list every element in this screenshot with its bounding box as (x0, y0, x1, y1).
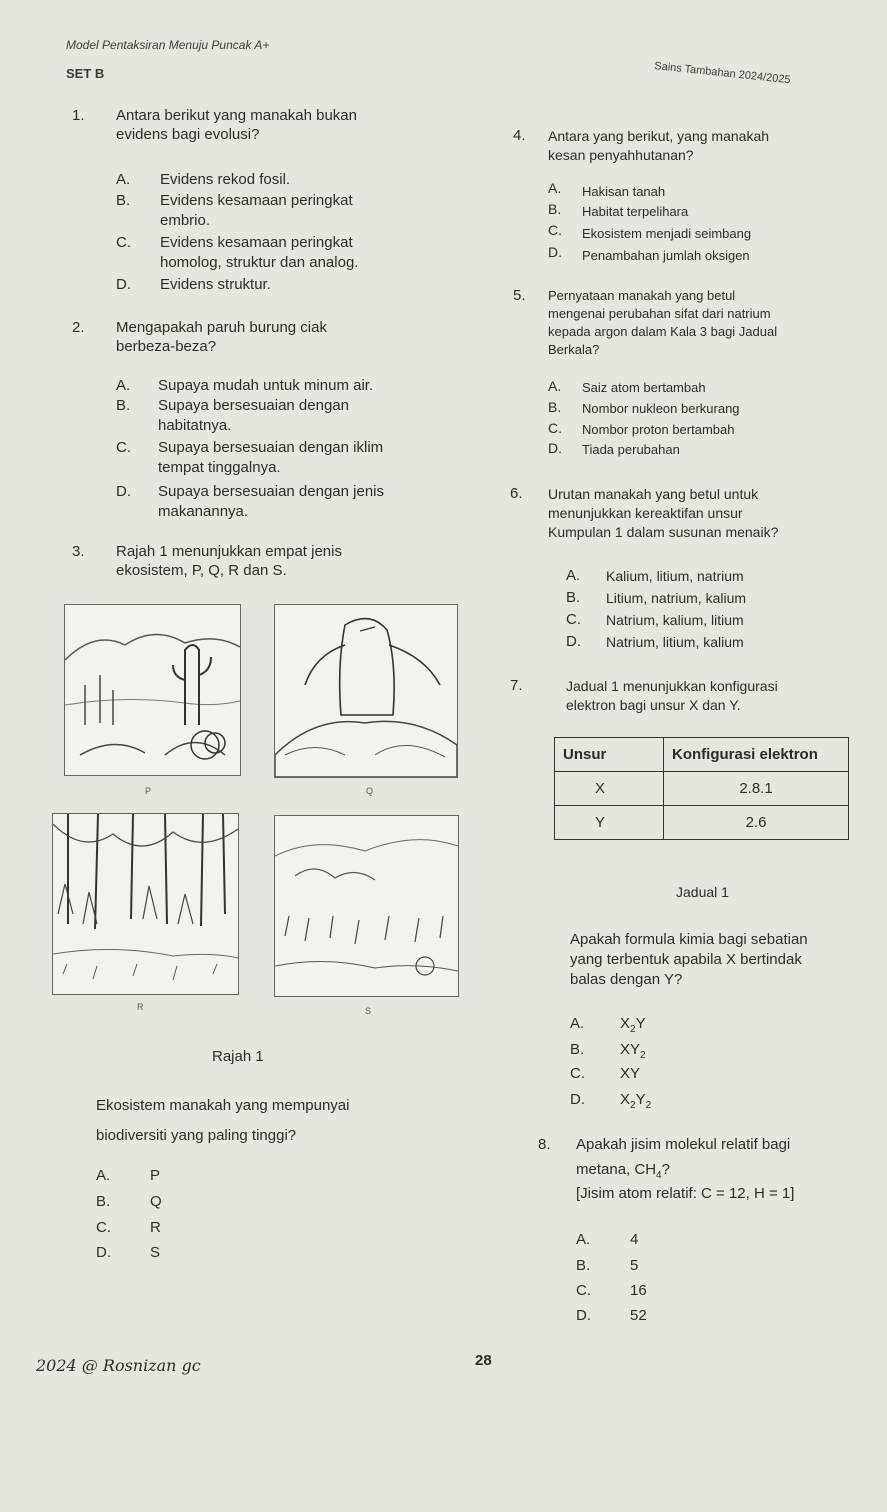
ecosystem-r-image (52, 813, 239, 995)
q2-option-c-2: tempat tinggalnya. (158, 459, 281, 476)
q3-option-c: R (150, 1219, 161, 1236)
q4-number: 4. (513, 127, 526, 144)
table-cell-unsur: Y (555, 806, 664, 840)
q2-option-b-letter: B. (116, 397, 131, 414)
q3-option-b-letter: B. (96, 1193, 111, 1210)
q1-number: 1. (72, 107, 85, 124)
q2-option-a-letter: A. (116, 377, 131, 394)
q3-option-d: S (150, 1244, 161, 1261)
q5-stem-4: Berkala? (548, 342, 600, 357)
q1-option-c-2: homolog, struktur dan analog. (160, 254, 359, 271)
q5-option-c: Nombor proton bertambah (582, 422, 735, 437)
q3-stem-2: ekosistem, P, Q, R dan S. (116, 562, 287, 579)
table-row (555, 806, 849, 840)
q2-option-b-1: Supaya bersesuaian dengan (158, 397, 349, 414)
q8-option-c-letter: C. (576, 1282, 591, 1299)
q8-option-c: 16 (630, 1282, 647, 1299)
q4-option-d: Penambahan jumlah oksigen (582, 248, 750, 263)
q7-ask-3: balas dengan Y? (570, 971, 683, 988)
q4-option-a: Hakisan tanah (582, 184, 666, 199)
q2-option-c-1: Supaya bersesuaian dengan iklim (158, 439, 384, 456)
q7-option-c: XY (620, 1065, 641, 1082)
q2-option-a: Supaya mudah untuk minum air. (158, 377, 374, 394)
q5-number: 5. (513, 287, 526, 304)
q8-option-a: 4 (630, 1231, 639, 1248)
q7-option-b-letter: B. (570, 1041, 585, 1058)
q3-option-b: Q (150, 1193, 162, 1210)
q6-option-d-letter: D. (566, 633, 581, 650)
q4-option-a-letter: A. (548, 180, 562, 196)
q7-option-c-letter: C. (570, 1065, 585, 1082)
q2-number: 2. (72, 319, 85, 336)
q5-option-b-letter: B. (548, 399, 562, 415)
q8-stem-3: [Jisim atom relatif: C = 12, H = 1] (576, 1185, 795, 1202)
q5-option-d: Tiada perubahan (582, 442, 680, 457)
label-s: S (365, 1006, 372, 1016)
label-q: Q (366, 786, 374, 796)
q6-option-a: Kalium, litium, natrium (606, 568, 744, 584)
q1-option-b-letter: B. (116, 192, 131, 209)
page-number: 28 (475, 1352, 492, 1369)
q1-option-c-letter: C. (116, 234, 131, 251)
q7-ask-1: Apakah formula kimia bagi sebatian (570, 931, 808, 948)
jadual-1-caption: Jadual 1 (676, 884, 729, 900)
q5-option-a-letter: A. (548, 378, 562, 394)
q2-option-d-letter: D. (116, 483, 131, 500)
q7-number: 7. (510, 677, 523, 694)
q4-option-c-letter: C. (548, 222, 562, 238)
q8-stem-1: Apakah jisim molekul relatif bagi (576, 1136, 791, 1153)
q1-option-c-1: Evidens kesamaan peringkat (160, 234, 353, 251)
q6-stem-1: Urutan manakah yang betul untuk (548, 486, 759, 502)
q1-option-d-letter: D. (116, 276, 131, 293)
q5-stem-2: mengenai perubahan sifat dari natrium (548, 306, 771, 321)
q3-option-d-letter: D. (96, 1244, 111, 1261)
q5-stem-3: kepada argon dalam Kala 3 bagi Jadual (548, 324, 778, 339)
ecosystem-s-image (274, 815, 459, 997)
rajah-1-caption: Rajah 1 (212, 1048, 264, 1065)
q6-number: 6. (510, 485, 523, 502)
q6-stem-3: Kumpulan 1 dalam susunan menaik? (548, 524, 779, 540)
q7-stem-1: Jadual 1 menunjukkan konfigurasi (566, 678, 778, 694)
table-header-konfigurasi: Konfigurasi elektron (664, 738, 849, 772)
q8-option-d-letter: D. (576, 1307, 591, 1324)
q8-option-d: 52 (630, 1307, 647, 1324)
q3-ask-2: biodiversiti yang paling tinggi? (96, 1127, 297, 1144)
q2-option-b-2: habitatnya. (158, 417, 232, 434)
q6-stem-2: menunjukkan kereaktifan unsur (548, 505, 743, 521)
q7-option-d: $X_2Y_2$ (620, 1091, 652, 1111)
table-cell-config: 2.6 (664, 806, 849, 840)
label-r: R (137, 1002, 144, 1012)
q6-option-d: Natrium, litium, kalium (606, 634, 744, 650)
q4-stem-2: kesan penyahhutanan? (548, 147, 694, 163)
table-header-unsur: Unsur (555, 738, 664, 772)
q1-option-b-1: Evidens kesamaan peringkat (160, 192, 353, 209)
q3-number: 3. (72, 543, 85, 560)
q6-option-b-letter: B. (566, 589, 581, 606)
q8-option-b-letter: B. (576, 1257, 591, 1274)
table-cell-config: 2.8.1 (664, 772, 849, 806)
q1-option-d: Evidens struktur. (160, 276, 271, 293)
q4-option-d-letter: D. (548, 244, 562, 260)
q1-option-a: Evidens rekod fosil. (160, 171, 291, 188)
q5-option-a: Saiz atom bertambah (582, 380, 706, 395)
footer-signature: 2024 @ Rosnizan gc (36, 1356, 201, 1375)
q7-option-b: $XY_2$ (620, 1041, 646, 1061)
q2-stem-1: Mengapakah paruh burung ciak (116, 319, 327, 336)
q8-stem-2: metana, $CH_4$? (576, 1161, 670, 1181)
q3-option-a-letter: A. (96, 1167, 111, 1184)
q3-ask-1: Ekosistem manakah yang mempunyai (96, 1097, 350, 1114)
q1-option-b-2: embrio. (160, 212, 211, 229)
q6-option-c-letter: C. (566, 611, 581, 628)
q6-option-a-letter: A. (566, 567, 581, 584)
subject-label: Sains Tambahan 2024/2025 (653, 60, 792, 87)
q2-option-d-2: makanannya. (158, 503, 249, 520)
q5-option-c-letter: C. (548, 420, 562, 436)
q8-number: 8. (538, 1136, 551, 1153)
q1-stem-1: Antara berikut yang manakah bukan (116, 107, 357, 124)
q7-option-a-letter: A. (570, 1015, 585, 1032)
q8-option-a-letter: A. (576, 1231, 591, 1248)
q7-stem-2: elektron bagi unsur X dan Y. (566, 697, 741, 713)
q4-option-c: Ekosistem menjadi seimbang (582, 226, 752, 241)
q6-option-b: Litium, natrium, kalium (606, 590, 747, 606)
q1-stem-2: evidens bagi evolusi? (116, 126, 260, 143)
q5-stem-1: Pernyataan manakah yang betul (548, 288, 736, 303)
q6-option-c: Natrium, kalium, litium (606, 612, 744, 628)
ecosystem-p-image (64, 604, 241, 776)
set-label: SET B (66, 66, 105, 81)
ecosystem-q-image (274, 604, 458, 778)
q5-option-b: Nombor nukleon berkurang (582, 401, 740, 416)
table-cell-unsur: X (555, 772, 664, 806)
q3-option-c-letter: C. (96, 1219, 111, 1236)
q7-option-d-letter: D. (570, 1091, 585, 1108)
q8-option-b: 5 (630, 1257, 639, 1274)
q7-option-a: $X_2Y$ (620, 1015, 646, 1035)
q4-option-b-letter: B. (548, 201, 562, 217)
q4-stem-1: Antara yang berikut, yang manakah (548, 128, 770, 144)
q5-option-d-letter: D. (548, 440, 562, 456)
q7-ask-2: yang terbentuk apabila X bertindak (570, 951, 802, 968)
q2-option-c-letter: C. (116, 439, 131, 456)
q3-option-a: P (150, 1167, 161, 1184)
q2-option-d-1: Supaya bersesuaian dengan jenis (158, 483, 385, 500)
jadual-1-table (554, 737, 849, 840)
q1-option-a-letter: A. (116, 171, 131, 188)
q4-option-b: Habitat terpelihara (582, 204, 689, 219)
label-p: P (145, 786, 152, 796)
q3-stem-1: Rajah 1 menunjukkan empat jenis (116, 543, 342, 560)
model-title: Model Pentaksiran Menuju Puncak A+ (66, 38, 270, 52)
table-row (555, 772, 849, 806)
q2-stem-2: berbeza-beza? (116, 338, 217, 355)
